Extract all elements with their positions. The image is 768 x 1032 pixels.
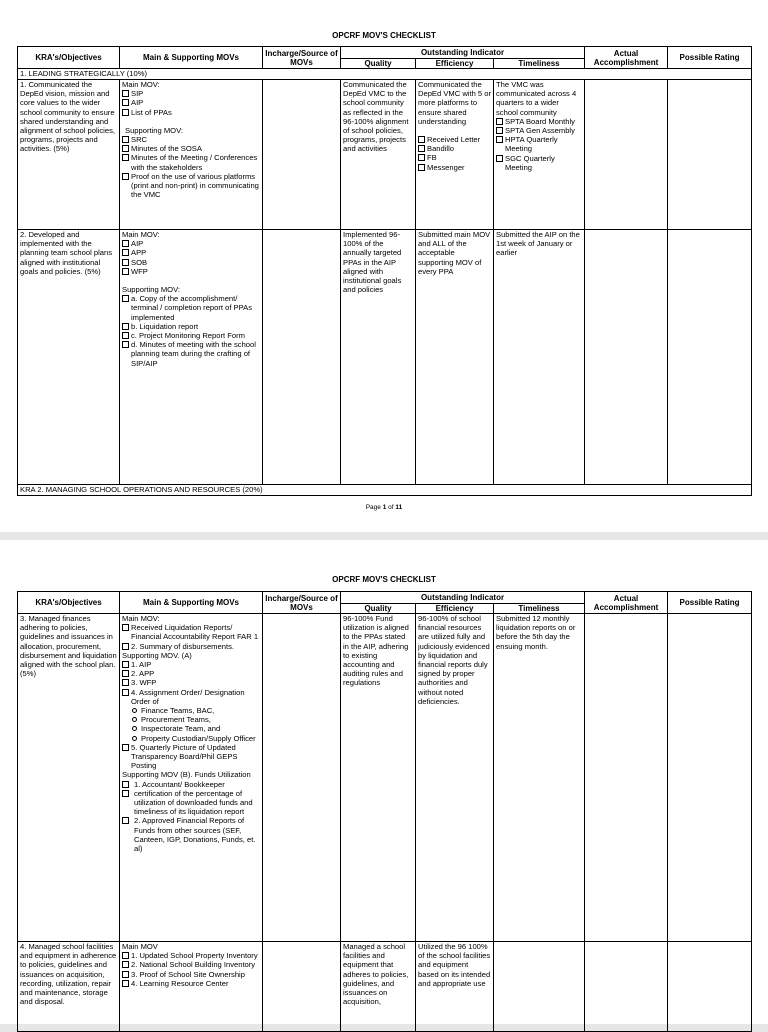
mov-item: 1. AIP <box>131 660 152 670</box>
efficiency-item: Received Letter <box>427 135 481 145</box>
timeliness-item: SPTA Board Monthly <box>505 116 575 126</box>
main-mov-heading: Main MOV: <box>122 614 160 623</box>
checkbox-icon[interactable] <box>122 744 129 751</box>
incharge-3 <box>263 614 341 942</box>
checkbox-icon[interactable] <box>122 670 129 677</box>
checkbox-icon[interactable] <box>122 817 129 824</box>
mov-item: WFP <box>131 266 148 276</box>
efficiency-4: Utilized the 96 100% of the school facilities and equipment based on its intended and appropriate use <box>416 942 494 1032</box>
header-outstanding: Outstanding Indicator <box>341 592 585 604</box>
checkbox-icon[interactable] <box>122 679 129 686</box>
header-incharge: Incharge/Source of MOVs <box>263 47 341 69</box>
header-rating: Possible Rating <box>668 47 752 69</box>
checkbox-icon[interactable] <box>122 624 129 631</box>
header-quality: Quality <box>341 604 416 614</box>
header-kra: KRA's/Objectives <box>18 47 120 69</box>
header-kra: KRA's/Objectives <box>18 592 120 614</box>
timeliness-3: Submitted 12 monthly liquidation reports on or before the 5th day the ensuing month. <box>494 614 585 942</box>
checkbox-icon[interactable] <box>122 99 129 106</box>
checkbox-icon[interactable] <box>122 109 129 116</box>
bullet-circle-icon <box>132 717 137 722</box>
checkbox-icon[interactable] <box>122 341 129 348</box>
checkbox-icon[interactable] <box>122 980 129 987</box>
quality-1: Communicated the DepEd VMC to the school community as reflected in the 96-100% alignment of school policies, programs, projects and activities <box>341 80 416 230</box>
checkbox-icon[interactable] <box>122 240 129 247</box>
mov-item: certification of the percentage of utilization of downloaded funds and timeliness of its liquidation report <box>134 788 253 817</box>
header-efficiency: Efficiency <box>416 604 494 614</box>
supporting-mov-heading: Supporting MOV. (A) <box>122 650 192 660</box>
mov-item: SOB <box>131 257 148 267</box>
checklist-table <box>17 591 752 1032</box>
checkbox-icon[interactable] <box>122 136 129 143</box>
objective-1: 1. Communicated the DepEd vision, mission and core values to the wider school community to ensure shared understanding and alignment of school policies, programs, projects and activities. (5%) <box>18 80 120 230</box>
movs-2 <box>120 230 263 485</box>
header-movs: Main & Supporting MOVs <box>120 47 263 69</box>
mov-item: 3. WFP <box>131 678 157 688</box>
table-row <box>18 230 752 485</box>
bullet-circle-icon <box>132 726 137 731</box>
doc-title: OPCRF MOV'S CHECKLIST <box>332 575 436 584</box>
checkbox-icon[interactable] <box>418 136 425 143</box>
timeliness-1 <box>494 80 585 230</box>
incharge-4 <box>263 942 341 1032</box>
checkbox-icon[interactable] <box>122 952 129 959</box>
bullet-circle-icon <box>132 736 137 741</box>
mov-item: 1. Updated School Property Inventory <box>131 951 258 961</box>
page-number-current: 1 <box>382 504 387 511</box>
efficiency-item: FB <box>427 153 437 163</box>
actual-1 <box>585 80 668 230</box>
checkbox-icon[interactable] <box>122 268 129 275</box>
header-timeliness: Timeliness <box>494 59 585 69</box>
mov-item: 2. National School Building Inventory <box>131 960 256 970</box>
checkbox-icon[interactable] <box>122 661 129 668</box>
rating-2 <box>668 230 752 485</box>
header-rating: Possible Rating <box>668 592 752 614</box>
checkbox-icon[interactable] <box>122 961 129 968</box>
header-actual: Actual Accomplishment <box>585 47 668 69</box>
kra-2-heading: KRA 2. MANAGING SCHOOL OPERATIONS AND RESOURCES (20%) <box>18 485 752 496</box>
doc-title: OPCRF MOV'S CHECKLIST <box>332 31 436 40</box>
incharge-2 <box>263 230 341 485</box>
header-actual: Actual Accomplishment <box>585 592 668 614</box>
main-mov-heading: Main MOV: <box>122 80 160 89</box>
header-timeliness: Timeliness <box>494 604 585 614</box>
quality-2: Implemented 96-100% of the annually targeted PPAs in the AIP aligned with institutional goals and policies <box>341 230 416 485</box>
efficiency-2: Submitted main MOV and ALL of the acceptable supporting MOV of every PPA <box>416 230 494 485</box>
timeliness-2: Submitted the AIP on the 1st week of January or earlier <box>494 230 585 485</box>
rating-4 <box>668 942 752 1032</box>
mov-item: Proof on the use of various platforms (print and non-print) in communicating the VMC <box>131 171 259 200</box>
actual-3 <box>585 614 668 942</box>
checkbox-icon[interactable] <box>496 127 503 134</box>
checkbox-icon[interactable] <box>122 90 129 97</box>
mov-item: a. Copy of the accomplishment/ terminal / completion report of PPAs implemented <box>131 294 252 322</box>
main-mov-heading: Main MOV <box>122 942 158 951</box>
checkbox-icon[interactable] <box>418 145 425 152</box>
timeliness-item: SGC Quarterly Meeting <box>505 153 555 172</box>
mov-item: APP <box>131 248 147 258</box>
checkbox-icon[interactable] <box>122 781 129 788</box>
checkbox-icon[interactable] <box>122 173 129 180</box>
mov-subitem: Finance Teams, BAC, <box>141 706 215 716</box>
objective-2: 2. Developed and implemented with the planning team school plans aligned with institutional goals and policies. (5%) <box>18 230 120 485</box>
header-movs: Main & Supporting MOVs <box>120 592 263 614</box>
quality-3: 96-100% Fund utilization is aligned to the PPAs stated in the AIP, adhering to existing accounting and auditing rules and regulations <box>341 614 416 942</box>
checkbox-icon[interactable] <box>122 689 129 696</box>
efficiency-item: Messenger <box>427 162 465 172</box>
mov-item: AIP <box>131 239 144 249</box>
movs-3 <box>120 614 263 942</box>
header-efficiency: Efficiency <box>416 59 494 69</box>
objective-3: 3. Managed finances adhering to policies, guidelines and issuances in allocation, procurement, disbursement and liquidation aligned with the school plan. (5%) <box>18 614 120 942</box>
supporting-mov-heading: Supporting MOV: <box>122 285 180 295</box>
supporting-mov-heading: Supporting MOV: <box>125 125 183 135</box>
mov-item: Minutes of the SOSA <box>131 144 202 154</box>
objective-4: 4. Managed school facilities and equipment in adherence to policies, guidelines and issuances on acquisition, recording, utilization, repair and maintenance, storage and disposal. <box>18 942 120 1032</box>
bullet-circle-icon <box>132 708 137 713</box>
mov-item: 4. Assignment Order/ Designation Order of <box>131 687 245 706</box>
movs-1 <box>120 80 263 230</box>
checkbox-icon[interactable] <box>122 154 129 161</box>
quality-4: Managed a school facilities and equipment that adheres to policies, guidelines, and issuances on acquisition, <box>341 942 416 1032</box>
mov-item: Minutes of the Meeting / Conferences with the stakeholders <box>131 153 258 172</box>
checkbox-icon[interactable] <box>122 790 129 797</box>
checkbox-icon[interactable] <box>418 164 425 171</box>
checklist-table <box>17 46 752 496</box>
header-outstanding: Outstanding Indicator <box>341 47 585 59</box>
mov-item: 1. Accountant/ Bookkeeper <box>134 779 225 789</box>
mov-item: List of PPAs <box>131 107 172 117</box>
page-number <box>0 504 768 511</box>
efficiency-text: Communicated the DepEd VMC with 5 or more platforms to ensure shared understanding <box>418 80 492 126</box>
mov-item: b. Liquidation report <box>131 321 199 331</box>
checkbox-icon[interactable] <box>122 643 129 650</box>
mov-subitem: Procurement Teams, <box>141 715 211 725</box>
mov-item: 5. Quarterly Picture of Updated Transparency Board/Phil GEPS Posting <box>131 742 238 771</box>
mov-item: 3. Proof of School Site Ownership <box>131 969 245 979</box>
checkbox-icon[interactable] <box>496 136 503 143</box>
checkbox-icon[interactable] <box>122 295 129 302</box>
checkbox-icon[interactable] <box>122 249 129 256</box>
actual-4 <box>585 942 668 1032</box>
kra-1-heading: 1. LEADING STRATEGICALLY (10%) <box>18 69 752 80</box>
table-row <box>18 614 752 942</box>
mov-item: Received Liquidation Reports/ Financial Accountability Report FAR 1 <box>131 623 259 642</box>
timeliness-text: The VMC was communicated across 4 quarters to a wider school community <box>496 80 577 117</box>
checkbox-icon[interactable] <box>122 323 129 330</box>
table-row <box>18 80 752 230</box>
efficiency-1 <box>416 80 494 230</box>
timeliness-item: HPTA Quarterly Meeting <box>505 135 558 154</box>
checkbox-icon[interactable] <box>122 145 129 152</box>
efficiency-3: 96-100% of school financial resources are utilized fully and judiciously evidenced by liquidation and financial reports duly signed by proper authorities and without noted deficiencies. <box>416 614 494 942</box>
checkbox-icon[interactable] <box>496 155 503 162</box>
checkbox-icon[interactable] <box>418 154 425 161</box>
page-number-prefix: Page <box>365 504 383 511</box>
mov-subitem: Property Custodian/Supply Officer <box>141 733 256 743</box>
header-incharge: Incharge/Source of MOVs <box>263 592 341 614</box>
mov-item: 2. Summary of disbursements. <box>131 641 234 651</box>
mov-item: c. Project Monitoring Report Form <box>131 331 245 341</box>
main-mov-heading: Main MOV: <box>122 230 160 239</box>
mov-item: AIP <box>131 98 144 108</box>
header-quality: Quality <box>341 59 416 69</box>
table-row <box>18 942 752 1032</box>
page-number-total: 11 <box>395 504 403 511</box>
movs-4 <box>120 942 263 1032</box>
mov-item: d. Minutes of meeting with the school planning team during the crafting of SIP/AIP <box>131 340 256 368</box>
efficiency-item: Bandillo <box>427 144 455 154</box>
mov-item: 2. APP <box>131 669 155 679</box>
checkbox-icon[interactable] <box>122 332 129 339</box>
rating-3 <box>668 614 752 942</box>
actual-2 <box>585 230 668 485</box>
mov-item: 2. Approved Financial Reports of Funds from other sources (SEF, Canteen, IGP, Donations, Funds, et. al) <box>134 816 256 854</box>
mov-item: 4. Learning Resource Center <box>131 978 229 988</box>
mov-item: SIP <box>131 89 144 99</box>
timeliness-item: SPTA Gen Assembly <box>505 126 575 136</box>
checkbox-icon[interactable] <box>496 118 503 125</box>
incharge-1 <box>263 80 341 230</box>
checkbox-icon[interactable] <box>122 259 129 266</box>
page-number-of: of <box>386 504 396 511</box>
timeliness-4 <box>494 942 585 1032</box>
checkbox-icon[interactable] <box>122 971 129 978</box>
rating-1 <box>668 80 752 230</box>
mov-item: SRC <box>131 135 148 145</box>
supporting-mov-heading: Supporting MOV (B). Funds Utilization <box>122 770 251 780</box>
mov-subitem: Inspectorate Team, and <box>141 724 221 734</box>
page-2 <box>0 540 768 1024</box>
